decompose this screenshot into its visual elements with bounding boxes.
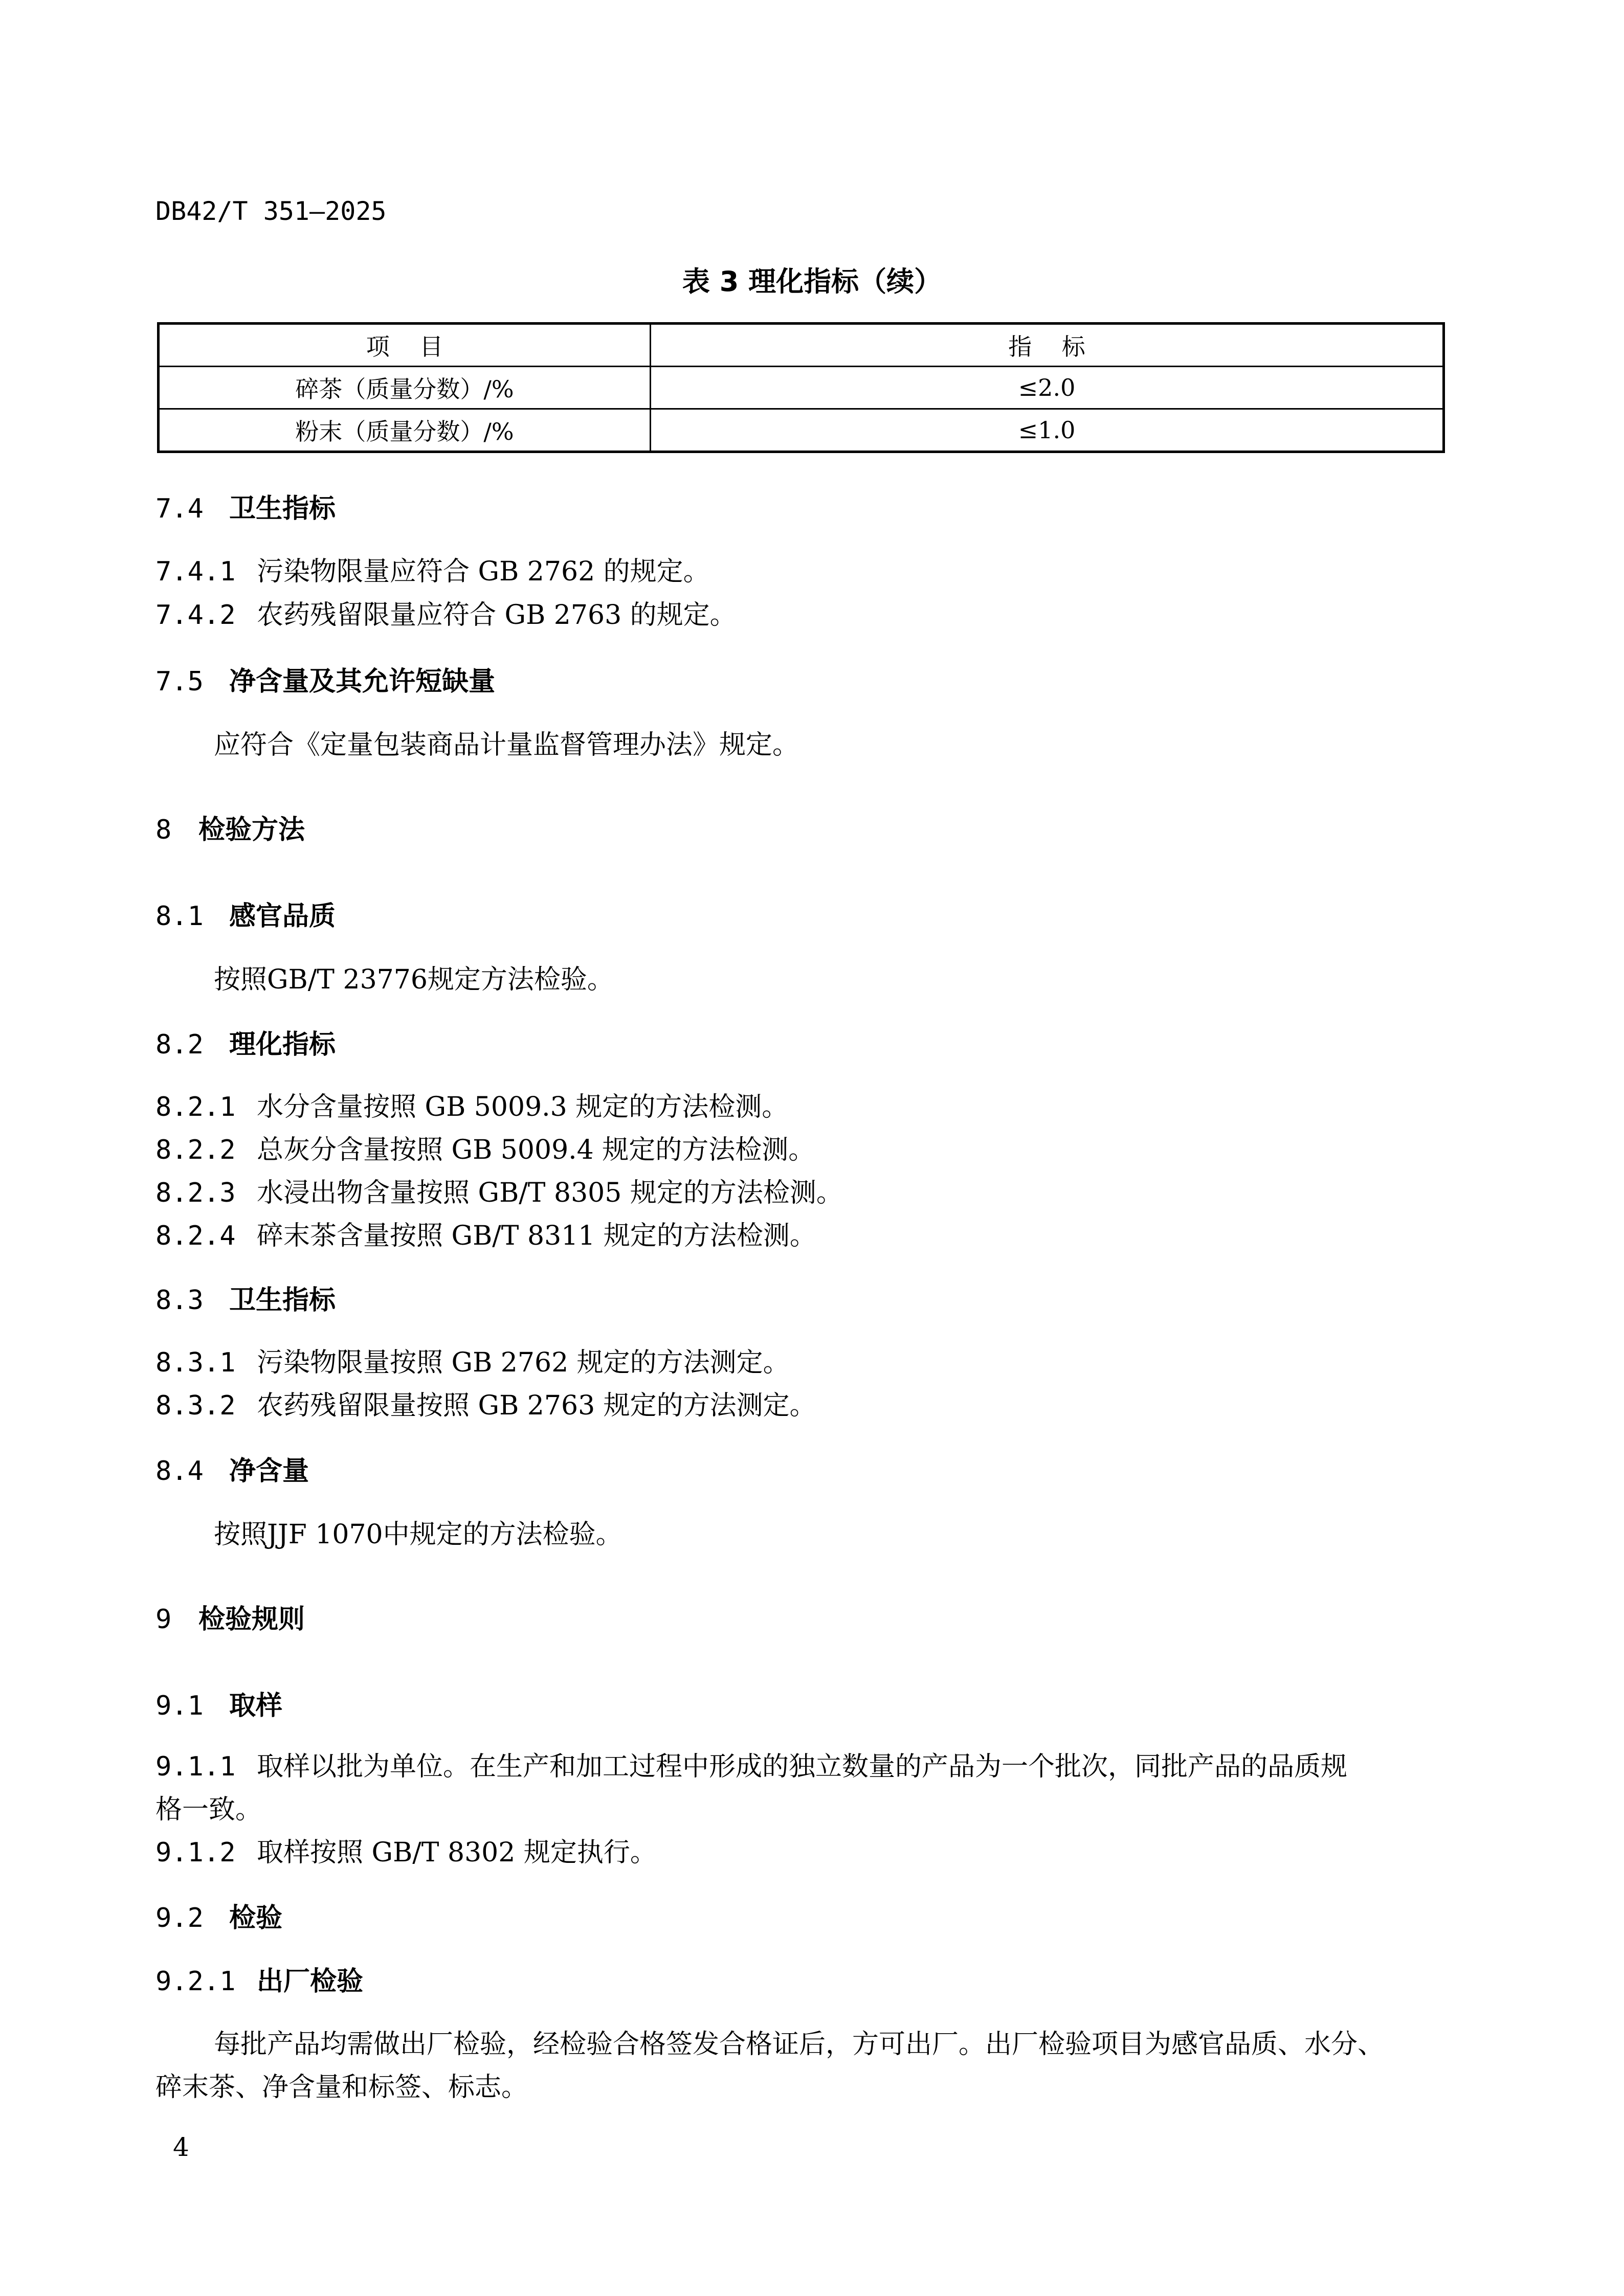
section-9-1-heading: [155, 1684, 282, 1722]
section-number: 8.1: [155, 901, 204, 932]
clause-text: 水浸出物含量按照 GB/T 8305 规定的方法检测。: [257, 1178, 843, 1208]
clause-8-2-2: [155, 1128, 815, 1166]
table-cell: ≤2.0: [651, 367, 1444, 409]
clause-number: 9.1.2: [155, 1837, 236, 1868]
clause-number: 8.2.3: [155, 1178, 236, 1208]
table-header-row: [159, 324, 1444, 367]
section-7-5-heading: [155, 660, 495, 698]
column-header-index: 指 标: [651, 324, 1444, 367]
section-7-5-paragraph: 应符合《定量包装商品计量监督管理办法》规定。: [214, 730, 799, 760]
clause-text: 污染物限量应符合 GB 2762 的规定。: [257, 556, 710, 587]
clause-text: 取样以批为单位。在生产和加工过程中形成的独立数量的产品为一个批次，同批产品的品质规: [257, 1751, 1348, 1782]
section-9-2-1-heading: [155, 1960, 363, 1998]
clause-number: 8.2.1: [155, 1092, 236, 1122]
section-title: 出厂检验: [257, 1966, 364, 1997]
clause-number: 7.4.2: [155, 600, 236, 631]
table-cell: 粉末（质量分数）/%: [159, 409, 651, 452]
clause-text: 水分含量按照 GB 5009.3 规定的方法检测。: [257, 1092, 789, 1122]
section-8-4-paragraph: 按照JJF 1070中规定的方法检验。: [214, 1519, 622, 1550]
table-row: [159, 409, 1444, 452]
clause-number: 8.3.1: [155, 1347, 236, 1378]
section-title: 卫生指标: [229, 493, 336, 524]
clause-number: 7.4.1: [155, 556, 236, 587]
chapter-number: 9: [155, 1604, 172, 1635]
clause-8-2-4: [155, 1214, 816, 1252]
chapter-number: 8: [155, 815, 172, 845]
clause-8-2-3: [155, 1171, 843, 1209]
chapter-title: 检验规则: [198, 1604, 305, 1635]
chapter-9-heading: [155, 1597, 305, 1636]
section-8-4-heading: [155, 1449, 309, 1488]
page-number: 4: [173, 2132, 189, 2162]
section-title: 净含量: [229, 1456, 309, 1487]
section-9-2-1-paragraph-line2: 碎末茶、净含量和标签、标志。: [155, 2072, 528, 2103]
clause-9-1-1: [155, 1745, 1347, 1783]
section-8-3-heading: [155, 1278, 336, 1317]
clause-number: 8.2.4: [155, 1221, 236, 1251]
clause-8-2-1: [155, 1085, 788, 1123]
section-number: 9.2: [155, 1903, 204, 1933]
clause-9-1-1-continuation: 格一致。: [155, 1794, 262, 1825]
section-number: 8.3: [155, 1285, 204, 1316]
section-8-1-paragraph: 按照GB/T 23776规定方法检验。: [214, 964, 614, 995]
chapter-title: 检验方法: [198, 815, 305, 845]
clause-number: 8.2.2: [155, 1135, 236, 1165]
section-title: 理化指标: [229, 1029, 336, 1060]
section-9-2-1-paragraph-line1: 每批产品均需做出厂检验，经检验合格签发合格证后，方可出厂。出厂检验项目为感官品质、水分、: [214, 2029, 1385, 2060]
clause-number: 8.3.2: [155, 1390, 236, 1421]
table-row: [159, 367, 1444, 409]
table-cell: ≤1.0: [651, 409, 1444, 452]
clause-7-4-2: [155, 593, 737, 632]
clause-number: 9.1.1: [155, 1751, 236, 1782]
clause-text: 取样按照 GB/T 8302 规定执行。: [257, 1837, 657, 1868]
table-caption: 表 3 理化指标（续）: [682, 265, 942, 298]
section-number: 9.1: [155, 1691, 204, 1721]
section-9-2-heading: [155, 1896, 282, 1934]
section-7-4-heading: [155, 487, 336, 525]
section-title: 取样: [229, 1691, 283, 1721]
clause-9-1-2: [155, 1831, 657, 1869]
physicochemical-table: [157, 322, 1445, 453]
section-title: 检验: [229, 1903, 283, 1933]
section-8-1-heading: [155, 894, 336, 933]
clause-text: 碎末茶含量按照 GB/T 8311 规定的方法检测。: [257, 1221, 816, 1251]
clause-text: 农药残留限量应符合 GB 2763 的规定。: [257, 600, 737, 631]
section-number: 7.4: [155, 493, 204, 524]
section-title: 感官品质: [229, 901, 336, 932]
chapter-8-heading: [155, 808, 305, 846]
column-header-item: 项 目: [159, 324, 651, 367]
section-title: 净含量及其允许短缺量: [229, 666, 496, 697]
section-number: 8.4: [155, 1456, 204, 1487]
clause-text: 污染物限量按照 GB 2762 规定的方法测定。: [257, 1347, 790, 1378]
section-number: 8.2: [155, 1029, 204, 1060]
document-code: DB42/T 351—2025: [155, 196, 387, 226]
table-cell: 碎茶（质量分数）/%: [159, 367, 651, 409]
section-number: 7.5: [155, 666, 204, 697]
clause-8-3-1: [155, 1341, 790, 1379]
section-number: 9.2.1: [155, 1966, 236, 1997]
section-8-2-heading: [155, 1023, 336, 1061]
clause-text: 总灰分含量按照 GB 5009.4 规定的方法检测。: [257, 1135, 815, 1165]
clause-7-4-1: [155, 550, 710, 588]
clause-8-3-2: [155, 1384, 816, 1422]
clause-text: 农药残留限量按照 GB 2763 规定的方法测定。: [257, 1390, 816, 1421]
section-title: 卫生指标: [229, 1285, 336, 1316]
